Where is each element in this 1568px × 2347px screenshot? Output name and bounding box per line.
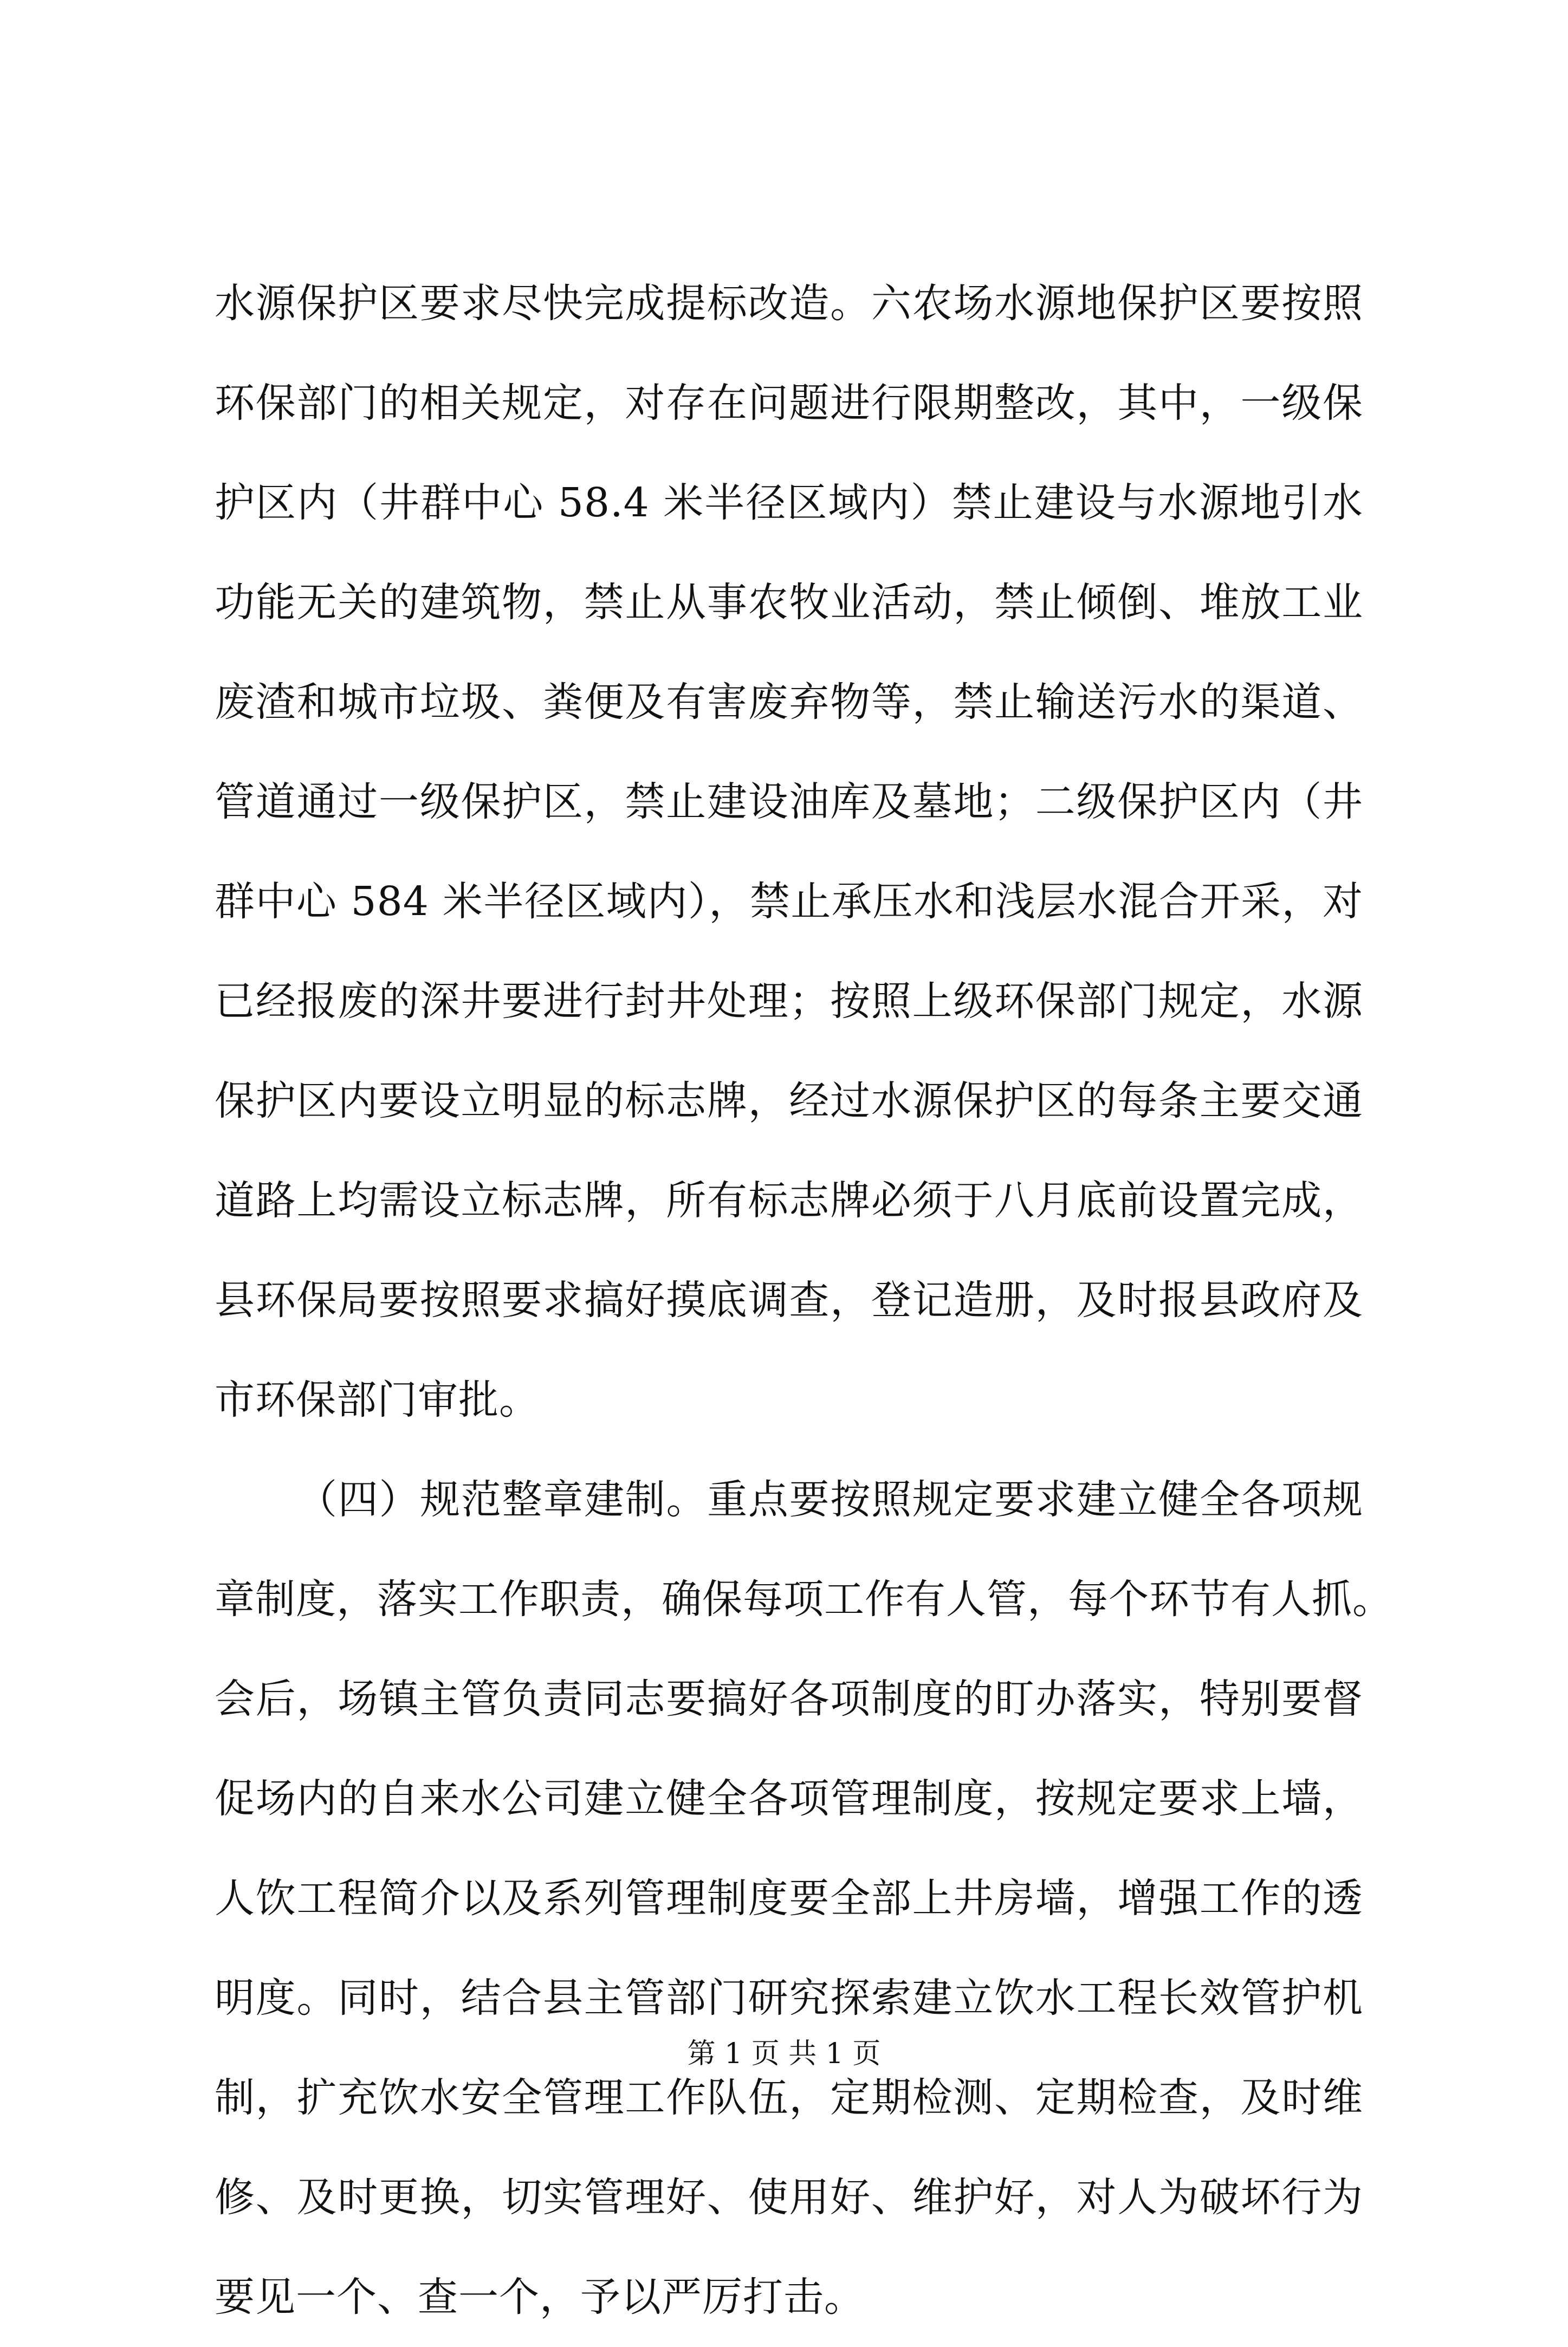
text-line: 会后，场镇主管负责同志要搞好各项制度的盯办落实，特别要督 <box>215 1676 1363 1722</box>
text-line: 废渣和城市垃圾、粪便及有害废弃物等，禁止输送污水的渠道、 <box>215 679 1363 725</box>
text-line: 道路上均需设立标志牌，所有标志牌必须于八月底前设置完成， <box>215 1177 1363 1224</box>
text-line: 市环保部门审批。 <box>215 1377 540 1423</box>
text-line: 已经报废的深井要进行封井处理；按照上级环保部门规定，水源 <box>215 978 1363 1025</box>
paragraph-regulations <box>215 1450 1393 2347</box>
text-line: 章制度，落实工作职责，确保每项工作有人管，每个环节有人抓。 <box>215 1576 1393 1623</box>
text-line: 群中心 584 米半径区域内），禁止承压水和浅层水混合开采，对 <box>215 878 1363 925</box>
text-line: 环保部门的相关规定，对存在问题进行限期整改，其中，一级保 <box>215 380 1363 426</box>
text-line: 制，扩充饮水安全管理工作队伍，定期检测、定期检查，及时维 <box>215 2074 1363 2121</box>
text-line: 人饮工程简介以及系列管理制度要全部上井房墙，增强工作的透 <box>215 1875 1363 1922</box>
text-line: 功能无关的建筑物，禁止从事农牧业活动，禁止倾倒、堆放工业 <box>215 579 1363 626</box>
text-line: 护区内（井群中心 58.4 米半径区域内）禁止建设与水源地引水 <box>215 479 1363 526</box>
text-line: 管道通过一级保护区，禁止建设油库及墓地；二级保护区内（井 <box>215 779 1363 825</box>
page-number-footer: 第 1 页 共 1 页 <box>687 2038 881 2070</box>
text-line: 县环保局要按照要求搞好摸底调查，登记造册，及时报县政府及 <box>215 1277 1363 1324</box>
text-line: 要见一个、查一个，予以严厉打击。 <box>215 2274 865 2320</box>
text-line: 明度。同时，结合县主管部门研究探索建立饮水工程长效管护机 <box>215 1975 1363 2021</box>
document-body <box>215 254 1393 2347</box>
text-line: 修、及时更换，切实管理好、使用好、维护好，对人为破坏行为 <box>215 2174 1363 2221</box>
text-line: 水源保护区要求尽快完成提标改造。六农场水源地保护区要按照 <box>215 280 1363 327</box>
text-line: 促场内的自来水公司建立健全各项管理制度，按规定要求上墙， <box>215 1775 1363 1822</box>
text-line: 保护区内要设立明显的标志牌，经过水源保护区的每条主要交通 <box>215 1078 1363 1124</box>
paragraph-water-protection <box>215 254 1363 1450</box>
text-line: （四）规范整章建制。重点要按照规定要求建立健全各项规 <box>297 1476 1363 1523</box>
